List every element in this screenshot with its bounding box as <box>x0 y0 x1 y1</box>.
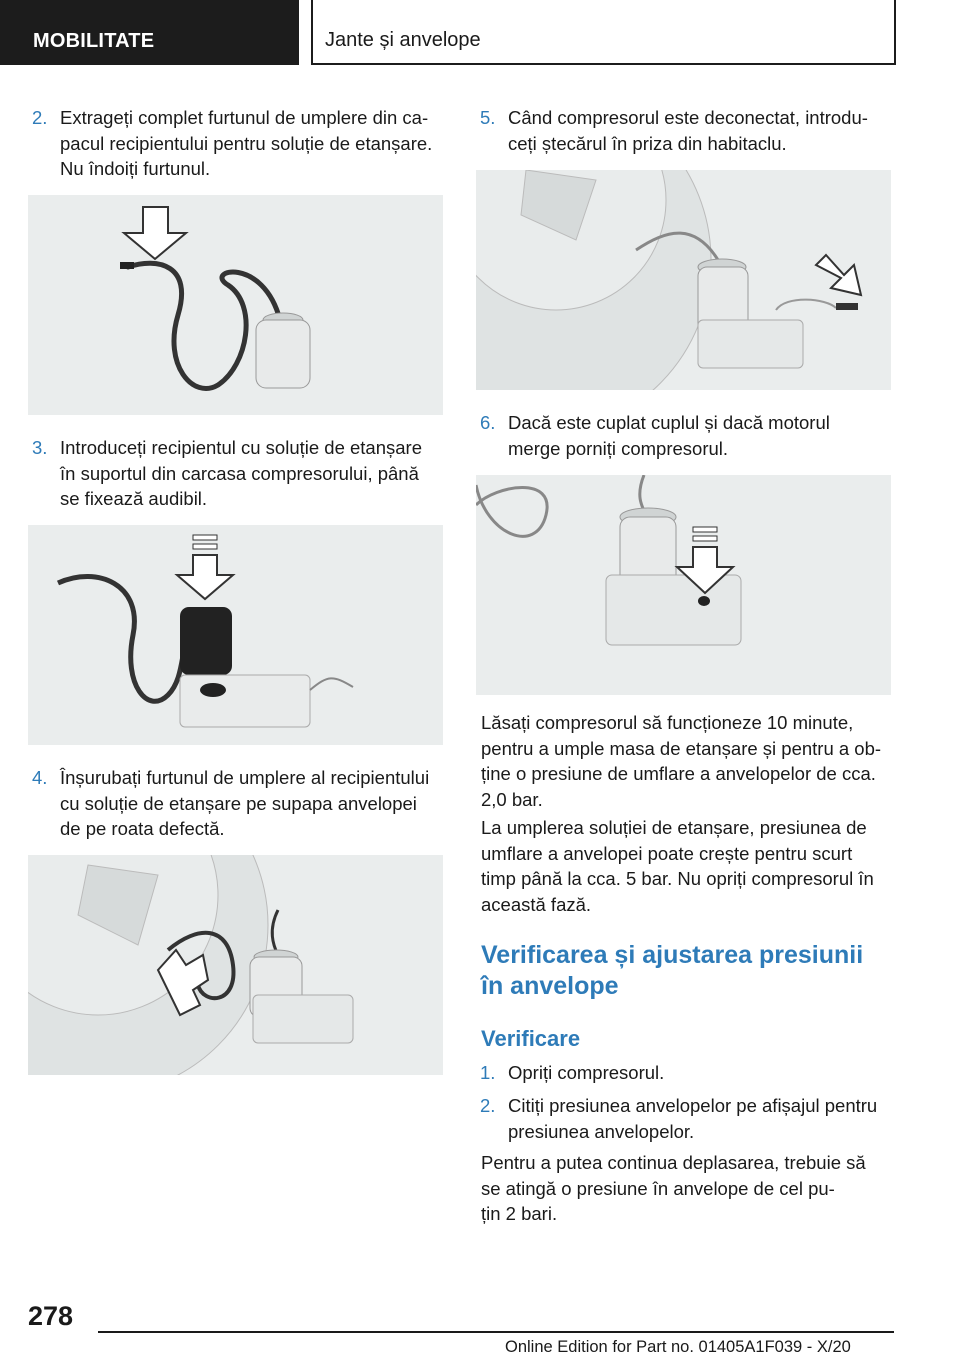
figure-plug-socket <box>476 170 891 390</box>
step-number: 2. <box>32 107 48 128</box>
paragraph-run-compressor <box>481 710 881 812</box>
subsection-heading: Verificare <box>481 1026 581 1051</box>
figure-screw-hose-valve <box>28 855 443 1075</box>
step-text-line: Dacă este cuplat cuplul și dacă motorul <box>508 412 830 433</box>
step-text-line: pacul recipientului pentru soluție de etanșare. <box>60 132 433 154</box>
header-chapter-tab <box>311 0 896 65</box>
header-chapter-label: Jante și anvelope <box>325 29 481 51</box>
paragraph-line: se atingă o presiune în anvelope de cel pu- <box>481 1177 835 1199</box>
step-text-line: Înșurubați furtunul de umplere al recipientului <box>60 767 430 788</box>
step-text-line: se fixează audibil. <box>60 488 208 509</box>
paragraph-line: La umplerea soluției de etanșare, presiunea de <box>481 817 867 838</box>
step-text-line: Nu îndoiți furtunul. <box>60 158 211 179</box>
step-number: 4. <box>32 767 48 788</box>
section-heading <box>481 940 863 1002</box>
header-section-tab <box>0 0 299 65</box>
paragraph-line: țin 2 bari. <box>481 1203 558 1224</box>
heading-line: în anvelope <box>481 972 619 1000</box>
page-number: 278 <box>28 1301 74 1331</box>
paragraph-line: această fază. <box>481 893 592 915</box>
step-number: 6. <box>480 412 496 433</box>
step-number: 1. <box>480 1062 496 1083</box>
figure-insert-container <box>28 525 443 745</box>
paragraph-min-pressure <box>481 1150 866 1227</box>
header-section-label: MOBILITATE <box>33 30 155 52</box>
step-text-line: în suportul din carcasa compresorului, până <box>60 462 419 484</box>
paragraph-line: ține o presiune de umflare a anvelopelor de cca. <box>481 763 876 784</box>
footer-rule <box>98 1331 894 1333</box>
paragraph-pressure-rise <box>481 815 874 917</box>
paragraph-line: pentru a umple masa de etanșare și pentru a ob- <box>481 737 882 759</box>
step-text-line: Citiți presiunea anvelopelor pe afișajul pentru <box>508 1095 878 1116</box>
step-text-line: ceți ștecărul în priza din habitaclu. <box>508 132 787 154</box>
step-number: 2. <box>480 1095 496 1116</box>
step-number: 5. <box>480 107 496 128</box>
footer-edition: Online Edition for Part no. 01405A1F039 - X/20 <box>505 1338 851 1356</box>
paragraph-line: Pentru a putea continua deplasarea, trebuie să <box>481 1152 866 1173</box>
paragraph-line: 2,0 bar. <box>481 788 543 810</box>
step-text-line: Introduceți recipientul cu soluție de etanșare <box>60 437 422 458</box>
figure-start-compressor <box>476 475 891 695</box>
step-text-line: de pe roata defectă. <box>60 818 225 839</box>
step-text-line: cu soluție de etanșare pe supapa anvelopei <box>60 792 417 814</box>
paragraph-line: umflare a anvelopei poate crește pentru scurt <box>481 842 853 864</box>
step-number: 3. <box>32 437 48 458</box>
paragraph-line: timp până la cca. 5 bar. Nu opriți compresorul în <box>481 868 874 889</box>
heading-line: Verificarea și ajustarea presiunii <box>481 941 864 969</box>
step-text-line: Opriți compresorul. <box>508 1062 665 1083</box>
step-text-line: Când compresorul este deconectat, introdu- <box>508 107 868 128</box>
paragraph-line: Lăsați compresorul să funcționeze 10 minute, <box>481 712 854 733</box>
step-text-line: Extrageți complet furtunul de umplere din ca- <box>60 107 429 128</box>
step-text-line: presiunea anvelopelor. <box>508 1120 695 1142</box>
figure-hose-extract <box>28 195 443 415</box>
step-text-line: merge porniți compresorul. <box>508 437 729 459</box>
